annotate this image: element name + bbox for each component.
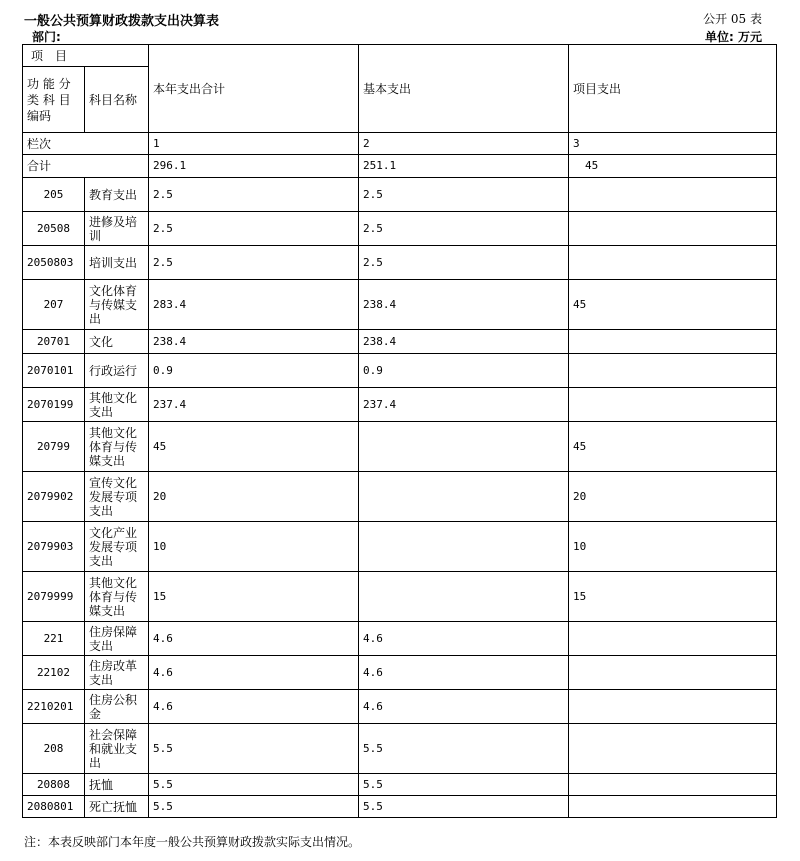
row-code: 20799 bbox=[23, 422, 85, 472]
row-name: 其他文化支出 bbox=[85, 388, 149, 422]
row-project bbox=[569, 774, 777, 796]
row-total: 4.6 bbox=[149, 622, 359, 656]
row-code: 207 bbox=[23, 280, 85, 330]
row-basic: 2.5 bbox=[359, 246, 569, 280]
row-basic: 5.5 bbox=[359, 724, 569, 774]
row-basic bbox=[359, 422, 569, 472]
row-total: 238.4 bbox=[149, 330, 359, 354]
row-basic: 2.5 bbox=[359, 212, 569, 246]
row-project: 20 bbox=[569, 472, 777, 522]
row-total: 0.9 bbox=[149, 354, 359, 388]
row-project: 45 bbox=[569, 422, 777, 472]
row-total: 283.4 bbox=[149, 280, 359, 330]
row-name: 文化产业发展专项支出 bbox=[85, 522, 149, 572]
row-code: 205 bbox=[23, 178, 85, 212]
table-row bbox=[23, 330, 777, 354]
row-project bbox=[569, 330, 777, 354]
row-total: 237.4 bbox=[149, 388, 359, 422]
row-basic bbox=[359, 472, 569, 522]
row-code: 20701 bbox=[23, 330, 85, 354]
row-name: 进修及培训 bbox=[85, 212, 149, 246]
table-row bbox=[23, 724, 777, 774]
total-label: 合计 bbox=[23, 155, 149, 178]
row-basic: 5.5 bbox=[359, 774, 569, 796]
row-basic: 2.5 bbox=[359, 178, 569, 212]
col-header-basic: 基本支出 bbox=[359, 45, 569, 133]
table-row bbox=[23, 796, 777, 818]
row-project bbox=[569, 246, 777, 280]
table-row bbox=[23, 212, 777, 246]
row-total: 2.5 bbox=[149, 246, 359, 280]
row-name: 文化 bbox=[85, 330, 149, 354]
row-basic: 4.6 bbox=[359, 690, 569, 724]
row-code: 2070101 bbox=[23, 354, 85, 388]
row-basic: 4.6 bbox=[359, 622, 569, 656]
row-basic: 5.5 bbox=[359, 796, 569, 818]
row-total: 20 bbox=[149, 472, 359, 522]
row-code: 221 bbox=[23, 622, 85, 656]
row-name: 死亡抚恤 bbox=[85, 796, 149, 818]
name-header: 科目名称 bbox=[85, 67, 149, 133]
row-name: 培训支出 bbox=[85, 246, 149, 280]
row-project: 15 bbox=[569, 572, 777, 622]
row-code: 2050803 bbox=[23, 246, 85, 280]
row-name: 社会保障和就业支出 bbox=[85, 724, 149, 774]
row-project bbox=[569, 212, 777, 246]
table-row bbox=[23, 472, 777, 522]
row-name: 行政运行 bbox=[85, 354, 149, 388]
seq-3: 3 bbox=[569, 133, 777, 155]
total-basic: 251.1 bbox=[359, 155, 569, 178]
row-code: 2080801 bbox=[23, 796, 85, 818]
row-name: 住房改革支出 bbox=[85, 656, 149, 690]
table-row bbox=[23, 178, 777, 212]
department-label: 部门: bbox=[32, 30, 61, 44]
row-total: 4.6 bbox=[149, 656, 359, 690]
row-code: 20508 bbox=[23, 212, 85, 246]
row-name: 抚恤 bbox=[85, 774, 149, 796]
table-row bbox=[23, 522, 777, 572]
unit-label: 单位: 万元 bbox=[705, 30, 762, 44]
row-code: 20808 bbox=[23, 774, 85, 796]
row-name: 文化体育与传媒支出 bbox=[85, 280, 149, 330]
row-total: 5.5 bbox=[149, 724, 359, 774]
row-basic: 238.4 bbox=[359, 280, 569, 330]
table-row bbox=[23, 354, 777, 388]
row-project bbox=[569, 724, 777, 774]
col-header-total: 本年支出合计 bbox=[149, 45, 359, 133]
expenditure-table bbox=[22, 44, 777, 818]
row-project bbox=[569, 388, 777, 422]
header-row-item bbox=[23, 45, 777, 67]
row-name: 住房保障支出 bbox=[85, 622, 149, 656]
row-code: 2079999 bbox=[23, 572, 85, 622]
table-row bbox=[23, 690, 777, 724]
row-total: 2.5 bbox=[149, 212, 359, 246]
row-total: 5.5 bbox=[149, 796, 359, 818]
table-row bbox=[23, 388, 777, 422]
row-code: 208 bbox=[23, 724, 85, 774]
table-row bbox=[23, 656, 777, 690]
row-basic: 237.4 bbox=[359, 388, 569, 422]
table-row bbox=[23, 246, 777, 280]
row-total: 2.5 bbox=[149, 178, 359, 212]
row-total: 45 bbox=[149, 422, 359, 472]
form-number: 公开 05 表 bbox=[703, 12, 762, 26]
seq-2: 2 bbox=[359, 133, 569, 155]
seq-row bbox=[23, 133, 777, 155]
item-header: 项 目 bbox=[23, 45, 149, 67]
row-basic: 4.6 bbox=[359, 656, 569, 690]
row-basic bbox=[359, 522, 569, 572]
seq-label: 栏次 bbox=[23, 133, 149, 155]
table-row bbox=[23, 622, 777, 656]
row-name: 教育支出 bbox=[85, 178, 149, 212]
row-total: 15 bbox=[149, 572, 359, 622]
report-title: 一般公共预算财政拨款支出决算表 bbox=[24, 14, 220, 29]
table-row bbox=[23, 422, 777, 472]
row-name: 其他文化体育与传媒支出 bbox=[85, 422, 149, 472]
row-basic: 238.4 bbox=[359, 330, 569, 354]
row-project bbox=[569, 622, 777, 656]
row-name: 其他文化体育与传媒支出 bbox=[85, 572, 149, 622]
row-project: 45 bbox=[569, 280, 777, 330]
func-code-header: 功 能 分 类 科 目 编码 bbox=[23, 67, 85, 133]
row-basic bbox=[359, 572, 569, 622]
total-project: 45 bbox=[569, 155, 777, 178]
row-project: 10 bbox=[569, 522, 777, 572]
row-total: 10 bbox=[149, 522, 359, 572]
row-name: 宣传文化发展专项支出 bbox=[85, 472, 149, 522]
seq-1: 1 bbox=[149, 133, 359, 155]
row-code: 22102 bbox=[23, 656, 85, 690]
row-project bbox=[569, 796, 777, 818]
table-row bbox=[23, 572, 777, 622]
row-code: 2079902 bbox=[23, 472, 85, 522]
total-row bbox=[23, 155, 777, 178]
row-project bbox=[569, 656, 777, 690]
total-sum: 296.1 bbox=[149, 155, 359, 178]
row-basic: 0.9 bbox=[359, 354, 569, 388]
row-project bbox=[569, 178, 777, 212]
footnote: 注：本表反映部门本年度一般公共预算财政拨款实际支出情况。 bbox=[24, 835, 361, 849]
row-code: 2210201 bbox=[23, 690, 85, 724]
row-code: 2079903 bbox=[23, 522, 85, 572]
row-name: 住房公积金 bbox=[85, 690, 149, 724]
table-row bbox=[23, 280, 777, 330]
row-project bbox=[569, 690, 777, 724]
col-header-project: 项目支出 bbox=[569, 45, 777, 133]
row-code: 2070199 bbox=[23, 388, 85, 422]
table-row bbox=[23, 774, 777, 796]
row-project bbox=[569, 354, 777, 388]
row-total: 5.5 bbox=[149, 774, 359, 796]
row-total: 4.6 bbox=[149, 690, 359, 724]
